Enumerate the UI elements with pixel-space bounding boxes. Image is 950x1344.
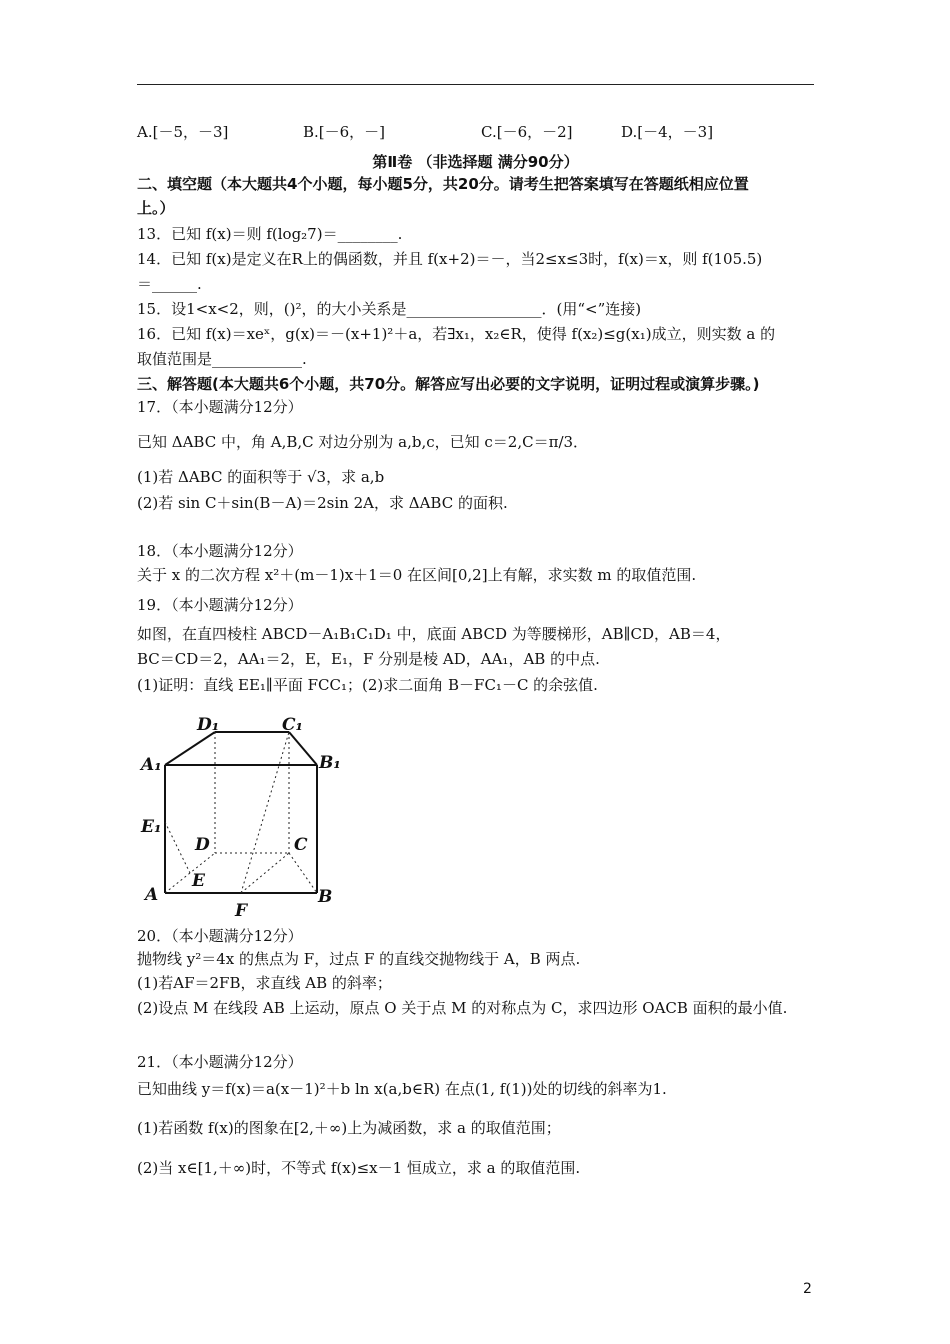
label-a: A — [145, 885, 159, 905]
question-14: 14．已知 f(x)是定义在R上的偶函数，并且 f(x+2)＝－，当2≤x≤3时，f(x)＝x，则 f(105.5) — [137, 250, 763, 268]
question-16: 16．已知 f(x)＝xeˣ，g(x)＝－(x+1)²＋a，若∃x₁，x₂∈R，使得 f(x₂)≤g(x₁)成立，则实数 a 的 — [137, 325, 776, 343]
part2-title: 第Ⅱ卷 （非选择题 满分90分） — [372, 153, 579, 171]
option-c: C.[－6，－2] — [481, 123, 573, 141]
question-20-text-2: (1)若AF＝2FB，求直线 AB 的斜率； — [137, 974, 392, 992]
question-17-header: 17．（本小题满分12分） — [137, 398, 303, 416]
option-a: A.[－5，－3] — [137, 123, 229, 141]
option-b: B.[－6，－] — [303, 123, 386, 141]
label-f: F — [235, 901, 248, 921]
label-e1: E₁ — [141, 817, 162, 837]
header-rule — [137, 84, 814, 85]
label-e: E — [192, 871, 205, 891]
label-b1: B₁ — [319, 753, 341, 773]
question-19-text-1: 如图，在直四棱柱 ABCD－A₁B₁C₁D₁ 中，底面 ABCD 为等腰梯形，AB∥CD，AB＝4， — [137, 625, 731, 643]
question-14-cont: ＝______. — [137, 275, 202, 293]
question-16-cont: 取值范围是____________. — [137, 350, 307, 368]
prism-figure — [137, 712, 347, 922]
question-21-text-2: (1)若函数 f(x)的图象在[2,＋∞)上为减函数，求 a 的取值范围； — [137, 1119, 561, 1137]
question-21-text-3: (2)当 x∈[1,＋∞)时，不等式 f(x)≤x－1 恒成立，求 a 的取值范围. — [137, 1159, 581, 1177]
question-13: 13．已知 f(x)＝则 f(log₂7)＝________. — [137, 225, 403, 243]
section2-heading: 二、填空题（本大题共4个小题，每小题5分，共20分。请考生把答案填写在答题纸相应位置 — [137, 175, 749, 193]
question-17-part1: (1)若 ΔABC 的面积等于 √3，求 a,b — [137, 468, 385, 486]
question-18-header: 18．（本小题满分12分） — [137, 542, 303, 560]
option-d: D.[－4，－3] — [621, 123, 714, 141]
label-b: B — [318, 887, 333, 907]
label-a1: A₁ — [141, 755, 162, 775]
question-21-header: 21．（本小题满分12分） — [137, 1053, 303, 1071]
question-20-text-3: (2)设点 M 在线段 AB 上运动，原点 O 关于点 M 的对称点为 C，求四边形 OACB 面积的最小值. — [137, 999, 788, 1017]
question-15: 15．设1<x<2，则，()²，的大小关系是__________________．(用“<”连接) — [137, 300, 642, 318]
label-d1: D₁ — [197, 715, 220, 735]
question-19-header: 19．（本小题满分12分） — [137, 596, 303, 614]
question-19-text-3: (1)证明：直线 EE₁∥平面 FCC₁；(2)求二面角 B－FC₁－C 的余弦值. — [137, 676, 598, 694]
question-20-text-1: 抛物线 y²＝4x 的焦点为 F，过点 F 的直线交抛物线于 A，B 两点. — [137, 950, 581, 968]
question-21-text-1: 已知曲线 y＝f(x)＝a(x－1)²＋b ln x(a,b∈R) 在点(1, f(1))处的切线的斜率为1. — [137, 1080, 667, 1098]
section2-heading-cont: 上。） — [137, 199, 175, 217]
page-number: 2 — [803, 1281, 812, 1297]
section3-heading: 三、解答题(本大题共6个小题，共70分。解答应写出必要的文字说明，证明过程或演算步骤。) — [137, 375, 760, 393]
question-18-text: 关于 x 的二次方程 x²＋(m－1)x＋1＝0 在区间[0,2]上有解，求实数 m 的取值范围. — [137, 566, 697, 584]
question-17-part2: (2)若 sin C＋sin(B－A)＝2sin 2A，求 ΔABC 的面积. — [137, 494, 508, 512]
label-d: D — [195, 835, 210, 855]
question-17-text: 已知 ΔABC 中，角 A,B,C 对边分别为 a,b,c，已知 c＝2,C＝π/3． — [137, 433, 589, 451]
label-c1: C₁ — [282, 715, 303, 735]
label-c: C — [294, 835, 308, 855]
question-20-header: 20．（本小题满分12分） — [137, 927, 303, 945]
question-19-text-2: BC＝CD＝2，AA₁＝2，E，E₁，F 分别是棱 AD，AA₁，AB 的中点. — [137, 650, 600, 668]
